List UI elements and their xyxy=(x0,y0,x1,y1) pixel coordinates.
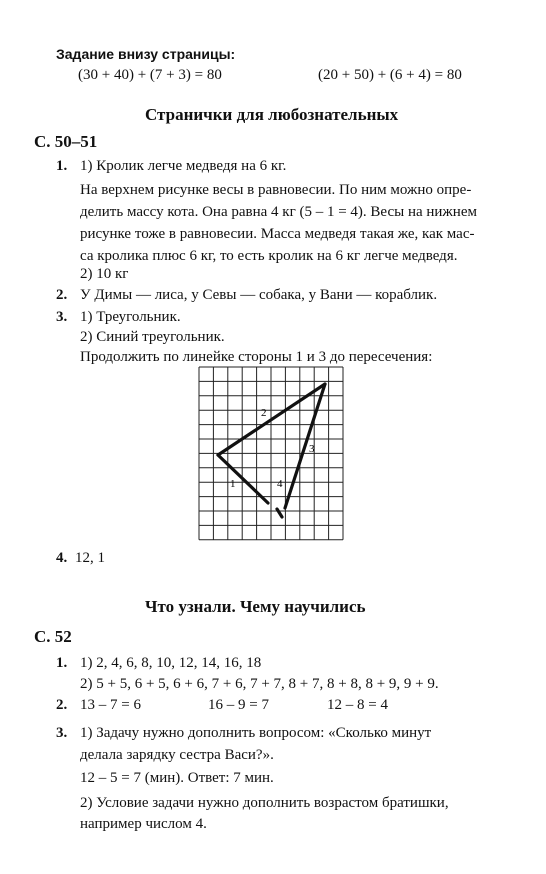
s2-task1-number: 1. xyxy=(56,655,68,671)
label-side-4: 4 xyxy=(277,478,283,490)
task3-line2: 2) Синий треугольник. xyxy=(80,329,225,345)
side-1 xyxy=(218,455,268,503)
task2-number: 2. xyxy=(56,287,68,303)
top-equation-2: (20 + 50) + (6 + 4) = 80 xyxy=(318,67,462,83)
task3-number: 3. xyxy=(56,309,68,325)
section-title-52: С. 52 xyxy=(34,627,72,646)
s2-task1-line1: 1) 2, 4, 6, 8, 10, 12, 14, 16, 18 xyxy=(80,655,262,671)
s2-task3-line1: 1) Задачу нужно дополнить вопросом: «Сколько минут xyxy=(80,725,432,741)
task1-para-2: делить массу кота. Она равна 4 кг (5 – 1 = 4). Весы на нижнем xyxy=(80,204,477,220)
task1-line1: 1) Кролик легче медведя на 6 кг. xyxy=(80,158,287,174)
task3-line1: 1) Треугольник. xyxy=(80,309,181,325)
top-task-label: Задание внизу страницы: xyxy=(56,46,236,62)
task4-text: 12, 1 xyxy=(75,550,105,566)
task1-para-1: На верхнем рисунке весы в равновесии. По ним можно опре- xyxy=(80,182,472,198)
s2-task2-expr1: 13 – 7 = 6 xyxy=(80,697,141,713)
s2-task3-line5: например числом 4. xyxy=(80,816,207,832)
s2-task2-expr3: 12 – 8 = 4 xyxy=(327,697,388,713)
s2-task1-line2: 2) 5 + 5, 6 + 5, 6 + 6, 7 + 6, 7 + 7, 8 + 7, 8 + 8, 8 + 9, 9 + 9. xyxy=(80,676,439,692)
s2-task2-expr2: 16 – 9 = 7 xyxy=(208,697,269,713)
s2-task3-line3: 12 – 5 = 7 (мин). Ответ: 7 мин. xyxy=(80,770,274,786)
s2-task2-number: 2. xyxy=(56,697,68,713)
task1-number: 1. xyxy=(56,158,68,174)
triangle-grid-diagram xyxy=(198,366,344,542)
heading-what-learned: Что узнали. Чему научились xyxy=(145,597,366,616)
top-equation-1: (30 + 40) + (7 + 3) = 80 xyxy=(78,67,222,83)
s2-task3-line2: делала зарядку сестра Васи?». xyxy=(80,747,274,763)
task1-line2: 2) 10 кг xyxy=(80,266,129,282)
section-title-50-51: С. 50–51 xyxy=(34,132,98,151)
s2-task3-line4: 2) Условие задачи нужно дополнить возрастом братишки, xyxy=(80,795,449,811)
side-3 xyxy=(285,384,325,508)
label-side-2: 2 xyxy=(261,407,267,419)
task1-para-4: са кролика плюс 6 кг, то есть кролик на 6 кг легче медведя. xyxy=(80,248,458,264)
heading-curious-pages: Странички для любознательных xyxy=(145,105,399,124)
task3-line3: Продолжить по линейке стороны 1 и 3 до пересечения: xyxy=(80,349,433,365)
task2-text: У Димы — лиса, у Севы — собака, у Вани — кораблик. xyxy=(80,287,438,303)
label-side-3: 3 xyxy=(309,443,315,455)
task1-para-3: рисунке тоже в равновесии. Масса медведя такая же, как мас- xyxy=(80,226,475,242)
side-4 xyxy=(277,509,282,517)
task4-number: 4. xyxy=(56,550,68,566)
label-side-1: 1 xyxy=(230,478,236,490)
s2-task3-number: 3. xyxy=(56,725,68,741)
